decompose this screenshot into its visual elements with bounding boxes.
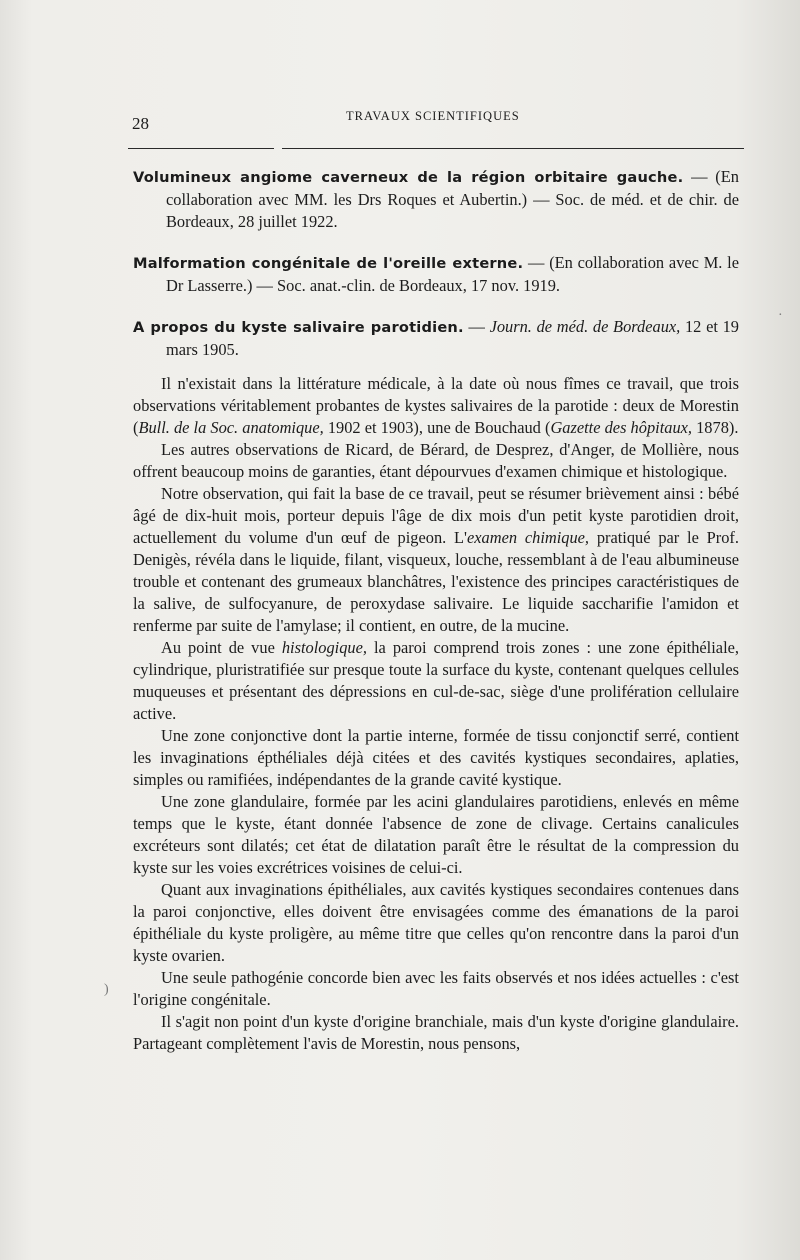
header-rule-short bbox=[128, 148, 274, 149]
header-rule-long bbox=[282, 148, 744, 149]
entry-details: — (En collaboration avec M. le Dr Lasserre.) — Soc. anat.-clin. de Bordeaux, 17 nov. 1919. bbox=[166, 253, 740, 295]
bibliography-entry bbox=[133, 316, 739, 361]
paragraph bbox=[133, 373, 739, 439]
scan-mark: ) bbox=[104, 982, 109, 997]
paragraph bbox=[133, 483, 739, 637]
entry-title: A propos du kyste salivaire parotidien. bbox=[133, 319, 464, 336]
running-head bbox=[132, 106, 744, 136]
paragraph bbox=[133, 637, 739, 725]
text-run: Notre observation, qui fait la base de ce travail, peut se résumer brièvement ainsi : bébé âgé de dix-huit mois, porteur depuis l'âge de dix mois d'un petit kyste parotidien droit, actuellement du volume d'un œuf de pigeon. L' bbox=[133, 484, 739, 547]
running-head-title: TRAVAUX SCIENTIFIQUES bbox=[346, 109, 520, 123]
bibliography-entry bbox=[133, 252, 739, 297]
entry-title: Malformation congénitale de l'oreille externe. bbox=[133, 255, 524, 272]
entry-title: Volumineux angiome caverneux de la région orbitaire gauche. bbox=[133, 169, 684, 186]
text-run: 1902 et 1903), une de Bouchaud ( bbox=[323, 418, 551, 437]
page-number: 28 bbox=[132, 114, 149, 133]
text-run: Il n'existait dans la littérature médicale, à la date où nous fîmes ce travail, que trois observations véritablement probantes de kystes salivaires de la parotide : deux de Morestin ( bbox=[133, 374, 739, 437]
bibliography-entry bbox=[133, 166, 739, 233]
emphasis-italic: histologique, bbox=[281, 638, 367, 657]
text-run: Au point de vue bbox=[161, 638, 282, 657]
paragraph: Les autres observations de Ricard, de Bérard, de Desprez, d'Anger, de Mollière, nous offrent beaucoup moins de garanties, étant dépourvues d'examen chimique et histologique. bbox=[133, 440, 739, 481]
paragraph: Quant aux invaginations épithéliales, aux cavités kystiques secondaires contenues dans la paroi conjonctive, elles doivent être envisagées comme des émanations de la paroi épithéliale du kyste proligère, au même titre que celles qu'on rencontre dans la paroi d'un kyste ovarien. bbox=[133, 880, 739, 965]
paragraph: Une seule pathogénie concorde bien avec les faits observés et nos idées actuelles : c'est l'origine congénitale. bbox=[133, 968, 739, 1009]
page-content bbox=[133, 166, 739, 1055]
citation-italic: Bull. de la Soc. anatomique, bbox=[138, 418, 324, 437]
text-run: pratiqué par le Prof. Denigès, révéla dans le liquide, filant, visqueux, louche, ressemblant à de l'eau albumineuse trouble et contenant des grumeaux blanchâtres, l'existence des principes caractéristiques de la salive, de sulfocyanure, de peroxydase salivaire. Le liquide saccharifie l'amidon et renferme par suite de l'amylase; il contient, en outre, de la mucine. bbox=[133, 528, 739, 635]
entry-details: 12 et 19 mars 1905. bbox=[166, 317, 740, 359]
entry-details: — (En collaboration avec MM. les Drs Roques et Aubertin.) — Soc. de méd. et de chir. de Bordeaux, 28 juillet 1922. bbox=[166, 167, 739, 231]
entry-separator: — bbox=[463, 317, 490, 336]
paragraph: Une zone conjonctive dont la partie interne, formée de tissu conjonctif serré, contient les invaginations épthéliales déjà citées et des cavités kystiques secondaires, aplaties, simples ou ramifiées, indépendantes de la grande cavité kystique. bbox=[133, 726, 739, 789]
paragraph: Il s'agit non point d'un kyste d'origine branchiale, mais d'un kyste d'origine glandulaire. Partageant complètement l'avis de Morestin, nous pensons, bbox=[133, 1012, 739, 1053]
scan-mark: · bbox=[778, 308, 783, 323]
text-run: la paroi comprend trois zones : une zone épithéliale, cylindrique, pluristratifiée sur presque toute la surface du kyste, contenant quelques cellules muqueuses et présentant des dépressions en cul-de-sac, siège d'une prolifération cellulaire active. bbox=[133, 638, 739, 723]
text-run: 1878). bbox=[692, 418, 739, 437]
emphasis-italic: examen chimique, bbox=[467, 528, 590, 547]
paragraph: Une zone glandulaire, formée par les acini glandulaires parotidiens, enlevés en même temps que le kyste, étant donnée l'absence de zone de clivage. Certains canalicules excréteurs sont dilatés; cet état de dilatation paraît être le résultat de la compression du kyste sur les voies excrétrices voisines de celui-ci. bbox=[133, 792, 739, 877]
citation-italic: Gazette des hôpitaux, bbox=[550, 418, 693, 437]
entry-journal: Journ. de méd. de Bordeaux, bbox=[489, 317, 681, 336]
